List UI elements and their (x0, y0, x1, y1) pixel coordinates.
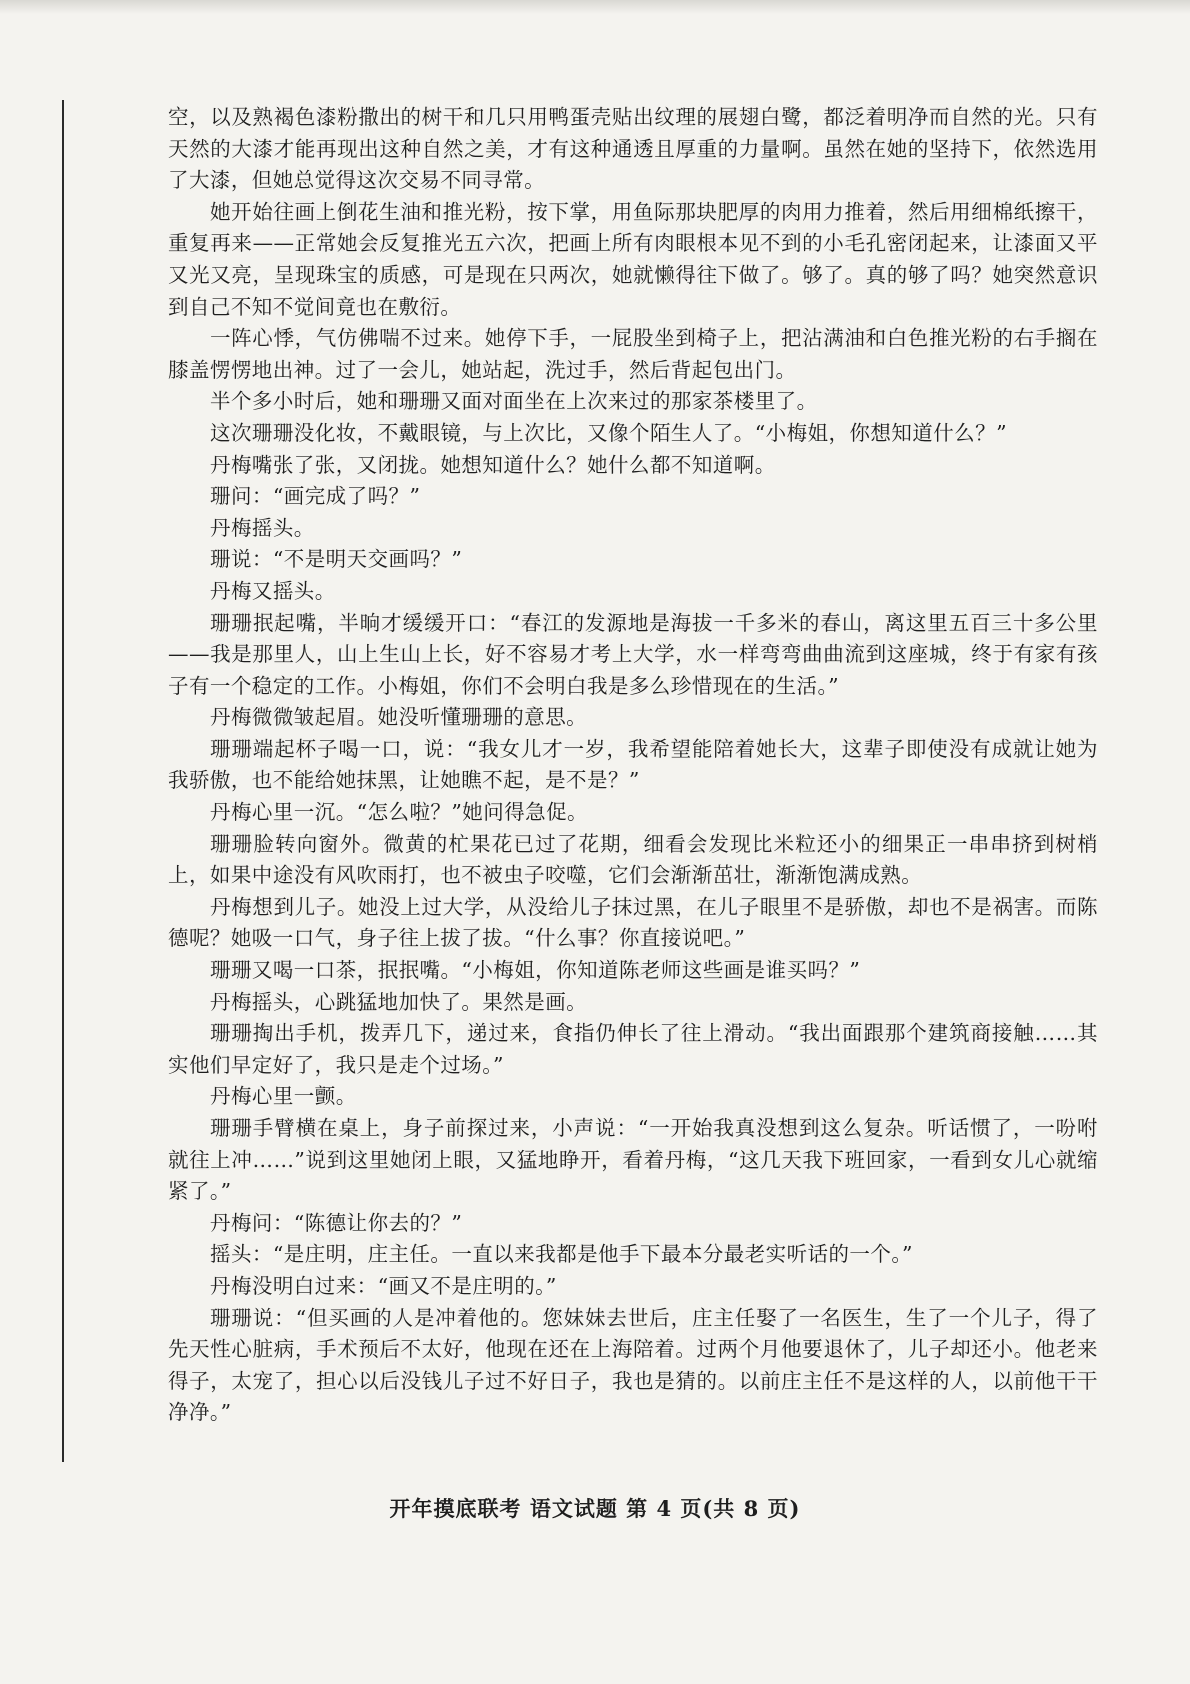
paragraph-21: 珊珊手臂横在桌上，身子前探过来，小声说：“一开始我真没想到这么复杂。听话惯了，一吩咐就往上冲……”说到这里她闭上眼，又猛地睁开，看着丹梅，“这几天我下班回家，一看到女儿心就缩紧了。” (168, 1116, 1098, 1204)
paragraph-3: 一阵心悸，气仿佛喘不过来。她停下手，一屁股坐到椅子上，把沾满油和白色推光粉的右手搁在膝盖愣愣地出神。过了一会儿，她站起，洗过手，然后背起包出门。 (168, 326, 1098, 382)
page-footer: 开年摸底联考 语文试题 第 4 页(共 8 页) (389, 1496, 801, 1521)
paragraph-15: 珊珊脸转向窗外。微黄的杧果花已过了花期，细看会发现比米粒还小的细果正一串串挤到树梢上，如果中途没有风吹雨打，也不被虫子咬噬，它们会渐渐茁壮，渐渐饱满成熟。 (168, 831, 1098, 888)
paragraph-4: 半个多小时后，她和珊珊又面对面坐在上次来过的那家茶楼里了。 (210, 389, 818, 414)
reading-passage (168, 102, 1098, 1429)
paragraph-5: 这次珊珊没化妆，不戴眼镜，与上次比，又像个陌生人了。“小梅姐，你想知道什么？” (210, 420, 1008, 445)
paragraph-8: 丹梅摇头。 (210, 515, 315, 540)
paragraph-22: 丹梅问：“陈德让你去的？” (210, 1210, 463, 1235)
margin-binding-line (62, 100, 64, 1462)
paragraph-10: 丹梅又摇头。 (210, 578, 336, 603)
paragraph-19: 珊珊掏出手机，拨弄几下，递过来，食指仍伸长了往上滑动。“我出面跟那个建筑商接触……其实他们早定好了，我只是走个过场。” (168, 1021, 1098, 1077)
scan-top-shadow (0, 0, 1190, 14)
paragraph-24: 丹梅没明白过来：“画又不是庄明的。” (210, 1273, 557, 1298)
paragraph-2: 她开始往画上倒花生油和推光粉，按下掌，用鱼际那块肥厚的肉用力推着，然后用细棉纸擦干，重复再来——正常她会反复推光五六次，把画上所有肉眼根本见不到的小毛孔密闭起来，让漆面又平又光又亮，呈现珠宝的质感，可是现在只两次，她就懒得往下做了。够了。真的够了吗？她突然意识到自己不知不觉间竟也在敷衍。 (168, 199, 1098, 319)
paragraph-14: 丹梅心里一沉。“怎么啦？”她问得急促。 (210, 800, 589, 825)
paragraph-7: 珊问：“画完成了吗？” (210, 484, 421, 509)
paragraph-25: 珊珊说：“但买画的人是冲着他的。您妹妹去世后，庄主任娶了一名医生，生了一个儿子，得了先天性心脏病，手术预后不太好，他现在还在上海陪着。过两个月他要退休了，儿子却还小。他老来得子，太宠了，担心以后没钱儿子过不好日子，我也是猜的。以前庄主任不是这样的人，以前他干干净净。” (168, 1305, 1098, 1425)
paragraph-17: 珊珊又喝一口茶，抿抿嘴。“小梅姐，你知道陈老师这些画是谁买吗？” (210, 958, 861, 983)
paragraph-18: 丹梅摇头，心跳猛地加快了。果然是画。 (210, 989, 588, 1014)
paragraph-11: 珊珊抿起嘴，半晌才缓缓开口：“春江的发源地是海拔一千多米的春山，离这里五百三十多公里——我是那里人，山上生山上长，好不容易才考上大学，水一样弯弯曲曲流到这座城，终于有家有孩子有一个稳定的工作。小梅姐，你们不会明白我是多么珍惜现在的生活。” (168, 610, 1098, 698)
paragraph-1: 空，以及熟褐色漆粉撒出的树干和几只用鸭蛋壳贴出纹理的展翅白鹭，都泛着明净而自然的光。只有天然的大漆才能再现出这种自然之美，才有这种通透且厚重的力量啊。虽然在她的坚持下，依然选用了大漆，但她总觉得这次交易不同寻常。 (168, 105, 1098, 193)
paragraph-23: 摇头：“是庄明，庄主任。一直以来我都是他手下最本分最老实听话的一个。” (210, 1242, 913, 1267)
paragraph-12: 丹梅微微皱起眉。她没听懂珊珊的意思。 (210, 705, 588, 730)
paragraph-6: 丹梅嘴张了张，又闭拢。她想知道什么？她什么都不知道啊。 (210, 452, 776, 477)
paragraph-13: 珊珊端起杯子喝一口，说：“我女儿才一岁，我希望能陪着她长大，这辈子即使没有成就让她为我骄傲，也不能给她抹黑，让她瞧不起，是不是？” (168, 736, 1098, 793)
paragraph-9: 珊说：“不是明天交画吗？” (210, 547, 463, 572)
paragraph-16: 丹梅想到儿子。她没上过大学，从没给儿子抹过黑，在儿子眼里不是骄傲，却也不是祸害。而陈德呢？她吸一口气，身子往上拔了拔。“什么事？你直接说吧。” (168, 894, 1098, 951)
paragraph-20: 丹梅心里一颤。 (210, 1084, 357, 1109)
